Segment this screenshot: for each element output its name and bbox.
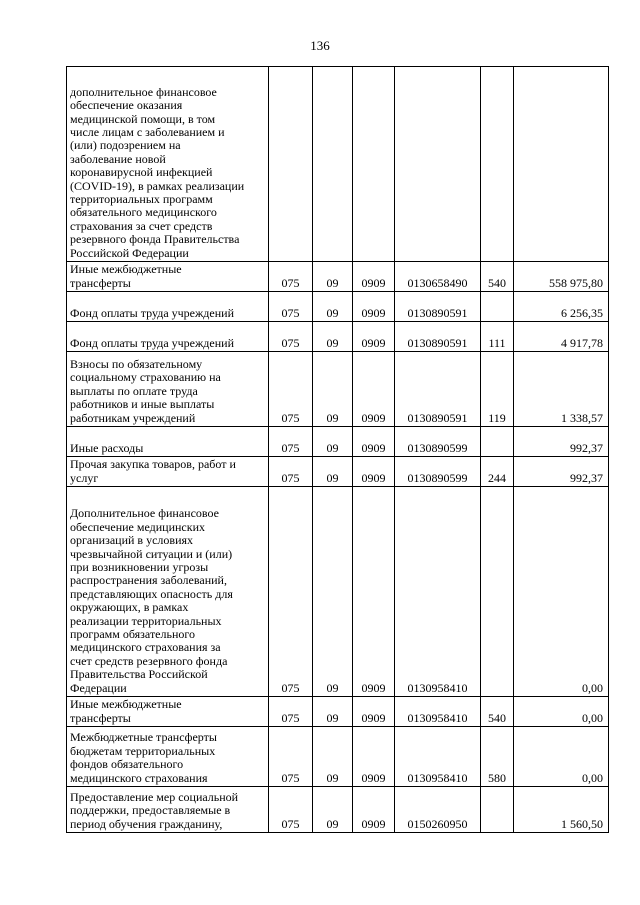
csr-cell: 0130958410 bbox=[395, 727, 481, 787]
ved-cell: 075 bbox=[269, 787, 313, 833]
row-name-cell: Предоставление мер социальной поддержки, предоставляемые в период обучения гражданину, bbox=[67, 787, 269, 833]
sum-cell: 6 256,35 bbox=[514, 292, 609, 322]
ved-cell: 075 bbox=[269, 427, 313, 457]
ved-cell: 075 bbox=[269, 292, 313, 322]
table-row bbox=[67, 487, 609, 697]
sum-cell: 0,00 bbox=[514, 697, 609, 727]
row-name-cell: Прочая закупка товаров, работ и услуг bbox=[67, 457, 269, 487]
ved-cell: 075 bbox=[269, 457, 313, 487]
vr-cell: 244 bbox=[481, 457, 514, 487]
table-row bbox=[67, 292, 609, 322]
vr-cell: 540 bbox=[481, 697, 514, 727]
ved-cell: 075 bbox=[269, 352, 313, 427]
pr-cell: 0909 bbox=[353, 697, 395, 727]
sum-cell: 992,37 bbox=[514, 457, 609, 487]
budget-table bbox=[66, 66, 609, 833]
sum-cell: 4 917,78 bbox=[514, 322, 609, 352]
sum-cell: 0,00 bbox=[514, 727, 609, 787]
table-row bbox=[67, 727, 609, 787]
sum-cell: 992,37 bbox=[514, 427, 609, 457]
ved-cell: 075 bbox=[269, 262, 313, 292]
pr-cell: 0909 bbox=[353, 427, 395, 457]
rz-cell: 09 bbox=[313, 292, 353, 322]
pr-cell: 0909 bbox=[353, 322, 395, 352]
table-row bbox=[67, 697, 609, 727]
pr-cell: 0909 bbox=[353, 352, 395, 427]
pr-cell: 0909 bbox=[353, 262, 395, 292]
ved-cell: 075 bbox=[269, 487, 313, 697]
page-number: 136 bbox=[310, 38, 330, 53]
csr-cell: 0130890591 bbox=[395, 352, 481, 427]
sum-cell: 558 975,80 bbox=[514, 262, 609, 292]
csr-cell: 0130958410 bbox=[395, 697, 481, 727]
rz-cell: 09 bbox=[313, 697, 353, 727]
pr-cell: 0909 bbox=[353, 727, 395, 787]
sum-cell: 1 560,50 bbox=[514, 787, 609, 833]
pr-cell: 0909 bbox=[353, 292, 395, 322]
budget-table-body bbox=[67, 67, 609, 833]
table-row bbox=[67, 322, 609, 352]
row-name-cell: Взносы по обязательному социальному страхованию на выплаты по оплате труда работников и иные выплаты работникам учреждений bbox=[67, 352, 269, 427]
csr-cell: 0130658490 bbox=[395, 262, 481, 292]
ved-cell: 075 bbox=[269, 322, 313, 352]
csr-cell: 0130890599 bbox=[395, 427, 481, 457]
ved-cell bbox=[269, 67, 313, 262]
rz-cell bbox=[313, 67, 353, 262]
csr-cell: 0130890599 bbox=[395, 457, 481, 487]
table-row bbox=[67, 787, 609, 833]
ved-cell: 075 bbox=[269, 727, 313, 787]
row-name-cell: Фонд оплаты труда учреждений bbox=[67, 292, 269, 322]
sum-cell bbox=[514, 67, 609, 262]
ved-cell: 075 bbox=[269, 697, 313, 727]
vr-cell: 540 bbox=[481, 262, 514, 292]
pr-cell: 0909 bbox=[353, 457, 395, 487]
pr-cell: 0909 bbox=[353, 487, 395, 697]
rz-cell: 09 bbox=[313, 457, 353, 487]
row-name-cell: Иные расходы bbox=[67, 427, 269, 457]
vr-cell bbox=[481, 487, 514, 697]
table-row bbox=[67, 67, 609, 262]
table-row bbox=[67, 262, 609, 292]
row-name-cell: Дополнительное финансовое обеспечение медицинских организаций в условиях чрезвычайной ситуации и (или) при возникновении угрозы распространения заболеваний, представляющих опасность для окружающих, в рамках реализации территориальных программ обязательного медицинского страхования за счет средств резервного фонда Правительства Российской Федерации bbox=[67, 487, 269, 697]
rz-cell: 09 bbox=[313, 787, 353, 833]
rz-cell: 09 bbox=[313, 352, 353, 427]
row-name-cell: Фонд оплаты труда учреждений bbox=[67, 322, 269, 352]
row-name-cell: Межбюджетные трансферты бюджетам территориальных фондов обязательного медицинского страхования bbox=[67, 727, 269, 787]
pr-cell: 0909 bbox=[353, 787, 395, 833]
vr-cell: 111 bbox=[481, 322, 514, 352]
rz-cell: 09 bbox=[313, 322, 353, 352]
rz-cell: 09 bbox=[313, 262, 353, 292]
vr-cell bbox=[481, 427, 514, 457]
vr-cell bbox=[481, 67, 514, 262]
rz-cell: 09 bbox=[313, 427, 353, 457]
vr-cell: 580 bbox=[481, 727, 514, 787]
table-row bbox=[67, 427, 609, 457]
csr-cell: 0130890591 bbox=[395, 322, 481, 352]
vr-cell bbox=[481, 292, 514, 322]
csr-cell: 0150260950 bbox=[395, 787, 481, 833]
sum-cell: 1 338,57 bbox=[514, 352, 609, 427]
csr-cell: 0130890591 bbox=[395, 292, 481, 322]
rz-cell: 09 bbox=[313, 727, 353, 787]
vr-cell: 119 bbox=[481, 352, 514, 427]
row-name-cell: Иные межбюджетные трансферты bbox=[67, 697, 269, 727]
table-row bbox=[67, 352, 609, 427]
rz-cell: 09 bbox=[313, 487, 353, 697]
csr-cell: 0130958410 bbox=[395, 487, 481, 697]
sum-cell: 0,00 bbox=[514, 487, 609, 697]
pr-cell bbox=[353, 67, 395, 262]
vr-cell bbox=[481, 787, 514, 833]
row-name-cell: Иные межбюджетные трансферты bbox=[67, 262, 269, 292]
table-row bbox=[67, 457, 609, 487]
csr-cell bbox=[395, 67, 481, 262]
row-name-cell: дополнительное финансовое обеспечение оказания медицинской помощи, в том числе лицам с заболеванием и (или) подозрением на заболевание новой коронавирусной инфекцией (COVID-19), в рамках реализации территориальных программ обязательного медицинского страхования за счет средств резервного фонда Правительства Российской Федерации bbox=[67, 67, 269, 262]
